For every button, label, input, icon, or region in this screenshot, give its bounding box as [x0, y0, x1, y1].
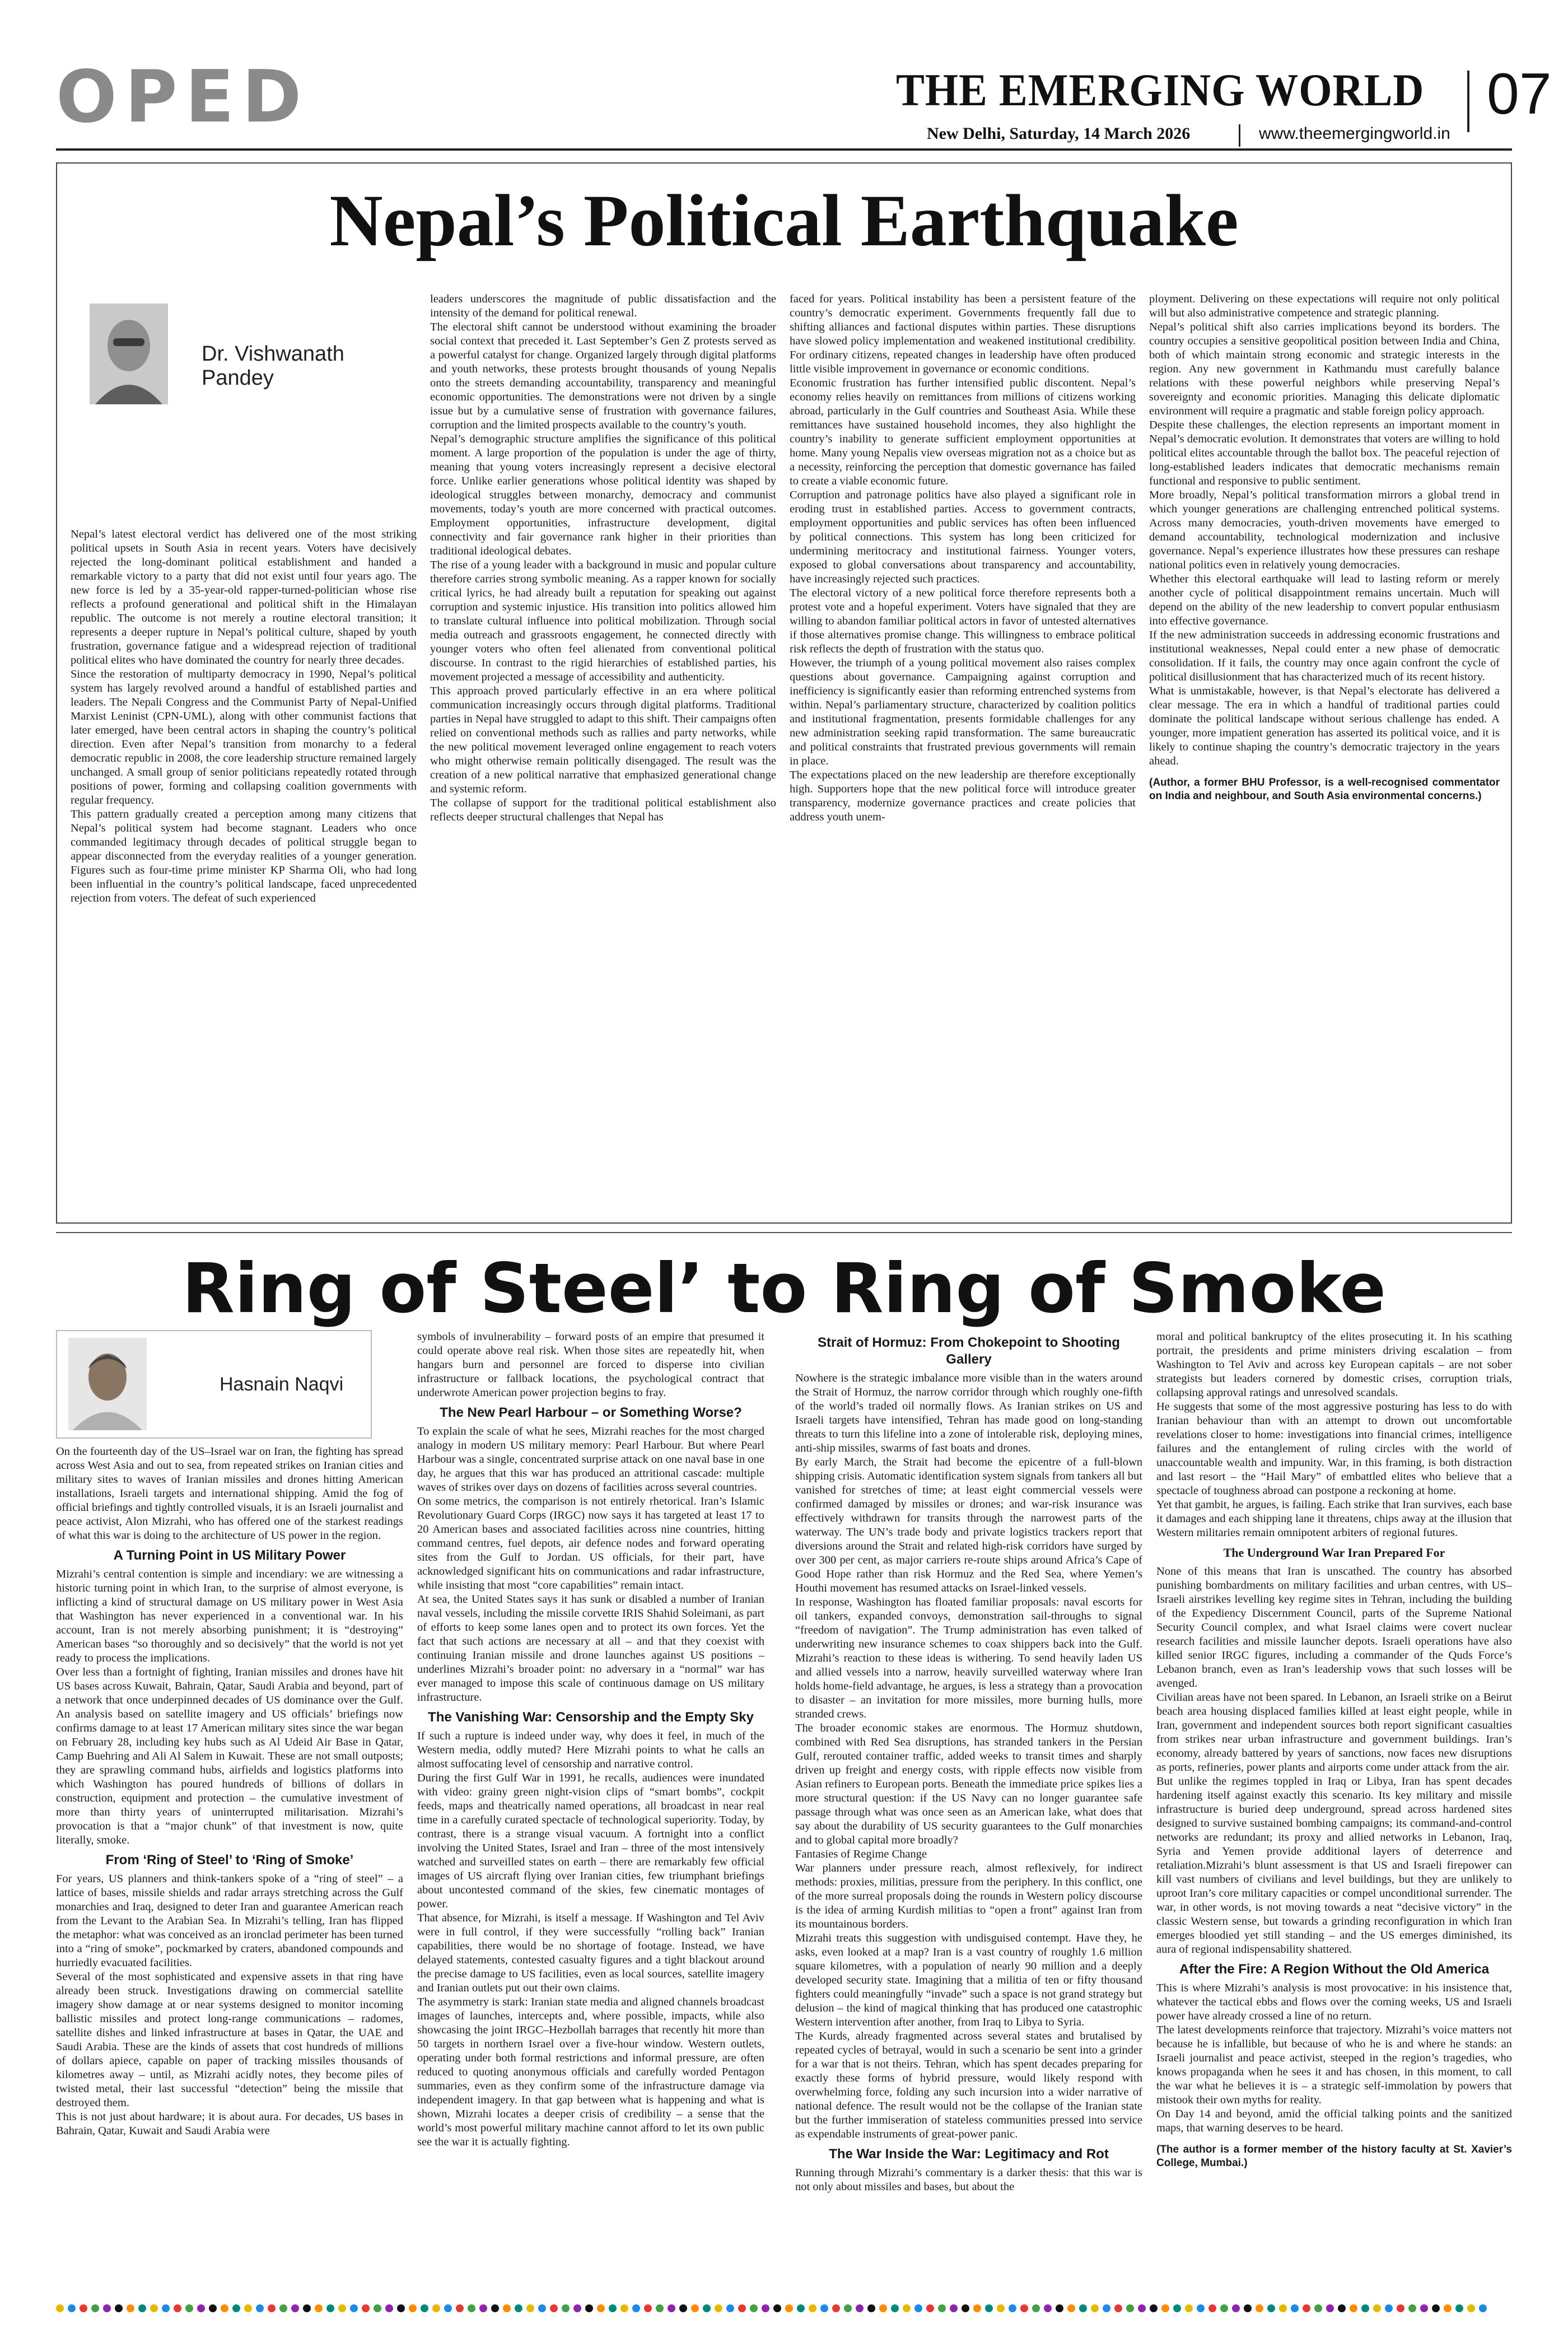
decorative-dot [1079, 2304, 1087, 2312]
section-divider [56, 1232, 1512, 1233]
paragraph: Whether this electoral earthquake will lead to lasting reform or merely another cycle of political disappointment remains uncertain. Much will depend on the ability of the new leadership to convert popular enthusiasm into effective governance. [1149, 573, 1500, 627]
decorative-dot [973, 2304, 981, 2312]
subheading: Strait of Hormuz: From Chokepoint to Shooting Gallery [818, 1335, 1120, 1367]
decorative-dot [914, 2304, 922, 2312]
decorative-dot [138, 2304, 146, 2312]
decorative-dot [385, 2304, 393, 2312]
decorative-dot [1197, 2304, 1205, 2312]
decorative-dot [926, 2304, 934, 2312]
decorative-dot [809, 2304, 816, 2312]
decorative-dot [468, 2304, 475, 2312]
decorative-dot [715, 2304, 722, 2312]
decorative-dot [1185, 2304, 1193, 2312]
subheading: The Underground War Iran Prepared For [1223, 1546, 1445, 1560]
paragraph: The Kurds, already fragmented across several states and brutalised by repeated cycles of betrayal, would in such a scenario be sent into a grinder for a war that is not theirs. Tehran, which has spent decades preparing for exactly these forms of hybrid pressure, would likely respond with overwhelming force, folding any such incursion into a wider narrative of national defence. The result would not be the collapse of the Iranian state but the further immiseration of stateless communities pressed into service as expendable instruments of great-power panic. [795, 2030, 1142, 2140]
subheading: The War Inside the War: Legitimacy and Rot [829, 2146, 1109, 2162]
decorative-dot [1044, 2304, 1052, 2312]
decorative-dot [1432, 2304, 1440, 2312]
paragraph: By early March, the Strait had become the epicentre of a full-blown shipping crisis. Automatic identification system signals from tankers all but vanished for stretches of time; at least eight commercial vessels were confirmed damaged by missiles or drones; and war-risk insurance was effectively withdrawn for transits through the narrowest parts of the waterway. The UN’s trade body and private logistics trackers report that diversions around the Strait and related high-risk corridors have surged by over 300 per cent, as major carriers re-route ships around Africa’s Cape of Good Hope rather than risk Hormuz and the Red Sea, where Yemen’s Houthi movement has resumed attacks on Israel-linked vessels. [795, 1456, 1142, 1594]
decorative-dot [515, 2304, 522, 2312]
paragraph: More broadly, Nepal’s political transformation mirrors a global trend in which younger generations are challenging entrenched political systems. Across many democracies, youth-driven movements have emerged to demand accountability, technological modernization and inclusive governance. Nepal’s experience illustrates how these pressures can reshape national politics even in relatively young democracies. [1149, 489, 1500, 571]
author-note: (Author, a former BHU Professor, is a well-recognised commentator on India and neighbour, and South Asia environmental concerns.) [1149, 777, 1500, 802]
paragraph: The asymmetry is stark: Iranian state media and aligned channels broadcast images of launches, intercepts and, where possible, impacts, while also showcasing the joint IRGC–Hezbollah barrages that recently hit more than 50 targets in northern Israel over a five-hour window. Western outlets, operating under both formal restrictions and informal pressure, are often reduced to quoting anonymous officials and carefully worded Pentagon summaries, even as they confirm some of the infrastructure damage via independent imagery. In that gap between what is happening and what is shown, Mizrahi locates a deeper crisis of credibility – a sense that the world’s most powerful military machine cannot afford to let its own public see the war it is actually fighting. [417, 1996, 764, 2148]
decorative-dot [1138, 2304, 1146, 2312]
newspaper-name: THE EMERGING WORLD [896, 64, 1425, 115]
decorative-dot [503, 2304, 511, 2312]
decorative-dot [244, 2304, 252, 2312]
paragraph: The rise of a young leader with a background in music and popular culture therefore carries strong symbolic meaning. As a rapper known for socially critical lyrics, he had already built a reputation for speaking out against corruption and systemic injustice. His transition into politics allowed him to translate cultural influence into political mobilization. Through social media outreach and grassroots engagement, he connected directly with younger voters who often feel alienated from conventional political discourse. In contrast to the rigid hierarchies of established parties, his movement projected a message of accessibility and authenticity. [430, 559, 776, 683]
paragraph: Despite these challenges, the election represents an important moment in Nepal’s democratic evolution. It demonstrates that voters are willing to hold political elites accountable through the ballot box. The peaceful rejection of long-established leaders indicates that democratic mechanisms remain functional and responsive to public sentiment. [1149, 419, 1500, 487]
decorative-dot [315, 2304, 323, 2312]
decorative-dot [91, 2304, 99, 2312]
paragraph: The expectations placed on the new leadership are therefore exceptionally high. Supporters hope that the new political force will introduce greater transparency, modernize governance practices and create policies that address youth unem- [790, 769, 1136, 823]
decorative-dot [1103, 2304, 1110, 2312]
paragraph: ployment. Delivering on these expectations will require not only political will but also administrative competence and strategic planning. [1149, 293, 1500, 319]
paragraph: Corruption and patronage politics have also played a significant role in eroding trust in established parties. Access to government contracts, employment opportunities and public services has often been influenced by political connections. This system has long been criticized for undermining meritocracy and institutional fairness. Younger voters, exposed to global conversations about transparency and accountability, have increasingly rejected such practices. [790, 489, 1136, 585]
decorative-dot [1455, 2304, 1463, 2312]
author-byline-2 [56, 1330, 372, 1439]
decorative-dot [350, 2304, 358, 2312]
paragraph: On Day 14 and beyond, amid the official talking points and the sanitized maps, that warning deserves to be heard. [1156, 2108, 1512, 2134]
paragraph: leaders underscores the magnitude of public dissatisfaction and the intensity of the demand for political renewal. [430, 293, 776, 319]
decorative-dot [1161, 2304, 1169, 2312]
decorative-dot [232, 2304, 240, 2312]
decorative-dot [1232, 2304, 1240, 2312]
paragraph: Nowhere is the strategic imbalance more visible than in the waters around the Strait of Hormuz, the narrow corridor through which roughly one-fifth of the world’s traded oil normally flows. As Iranian strikes on US and Israeli targets have intensified, Tehran has made good on long-standing threats to turn this lifeline into a zone of intolerable risk, deploying mines, anti-ship missiles, swarms of fast boats and drones. [795, 1372, 1142, 1454]
decorative-dot [738, 2304, 746, 2312]
subheading: From ‘Ring of Steel’ to ‘Ring of Smoke’ [105, 1852, 354, 1868]
decorative-dot [1467, 2304, 1475, 2312]
paragraph: To explain the scale of what he sees, Mizrahi reaches for the most charged analogy in modern US military memory: Pearl Harbour. But where Pearl Harbour was a single, concentrated surprise attack on one naval base in one day, he argues that this war has produced an attritional cascade: multiple waves of strikes over days on dozens of facilities across several countries. [417, 1425, 764, 1494]
decorative-dot [1420, 2304, 1428, 2312]
subheading: A Turning Point in US Military Power [113, 1548, 346, 1563]
decorative-dot [362, 2304, 370, 2312]
decorative-dot [867, 2304, 875, 2312]
section-label: OPED [56, 55, 310, 139]
subheading: The Vanishing War: Censorship and the Empty Sky [428, 1710, 754, 1725]
paragraph: faced for years. Political instability has been a persistent feature of the country’s democratic experiment. Governments frequently fall due to shifting alliances and factional disputes within parties. These disruptions have slowed policy implementation and weakened institutional credibility. For ordinary citizens, repeated changes in leadership have often produced little visible improvement in governance or economic conditions. [790, 293, 1136, 375]
dateline-separator [1239, 124, 1240, 147]
decorative-dot [185, 2304, 193, 2312]
paragraph: This is where Mizrahi’s analysis is most provocative: in his insistence that, whatever the tactical ebbs and flows over the coming weeks, US and Israeli power have already crossed a line of no return. [1156, 1982, 1512, 2022]
decorative-dot [56, 2304, 64, 2312]
header-rule [56, 148, 1512, 151]
decorative-dot [703, 2304, 711, 2312]
paragraph: In response, Washington has floated familiar proposals: naval escorts for oil tankers, expanded convoys, demonstration sail-throughs to signal “freedom of navigation”. The Trump administration has even talked of underwriting new insurance schemes to coax shippers back into the Gulf. Mizrahi’s reaction to these ideas is withering. To send heavily laden US and allied vessels into a narrow, heavily surveilled waterway where Iran holds home-field advantage, he argues, is less a strategy than a provocation to disaster – an invitation for more missiles, more burning hulls, more stranded crews. [795, 1596, 1142, 1720]
decorative-dot [526, 2304, 534, 2312]
article2-column-2 [417, 1330, 764, 2149]
article-column-3 [790, 292, 1136, 824]
decorative-dot [550, 2304, 558, 2312]
decorative-dot [656, 2304, 664, 2312]
paragraph: The electoral shift cannot be understood without examining the broader social context that preceded it. Last September’s Gen Z protests served as a powerful catalyst for change. Organized largely through digital platforms and youth networks, these protests brought thousands of young Nepalis onto the streets demanding accountability, transparency and meaningful economic opportunities. The demonstrations were not driven by a single issue but by a cumulative sense of frustration with governance failures, corruption and the limited prospects available to the country’s youth. [430, 321, 776, 431]
masthead [56, 55, 1552, 143]
paragraph: During the first Gulf War in 1991, he recalls, audiences were inundated with video: grainy green night-vision clips of “smart bombs”, cockpit feeds, maps and theatrically named operations, all broadcast in near real time in a carefully curated spectacle of technological superiority. Today, by contrast, there is a strange visual vacuum. A fortnight into a conflict involving the United States, Israel and Iran – three of the most intensively watched and surveilled states on earth – there are remarkably few official images of US aircraft flying over Iranian cities, few triumphant briefings about uncontested command of the skies, few cinematic montages of power. [417, 1772, 764, 1910]
decorative-dot [1150, 2304, 1158, 2312]
paragraph: War planners under pressure reach, almost reflexively, for indirect methods: proxies, militias, pressure from the periphery. In this conflict, one of the more surreal proposals doing the rounds in Western policy discourse is the idea of arming Kurdish militias to “open a front” against Iran from its mountainous borders. [795, 1862, 1142, 1930]
paragraph: What is unmistakable, however, is that Nepal’s electorate has delivered a clear message. The era in which a handful of traditional parties could dominate the political landscape without serious challenge has ended. A younger, more impatient generation has asserted its political voice, and it is likely to continue shaping the country’s democratic trajectory in the years ahead. [1149, 685, 1500, 767]
decorative-dot [1173, 2304, 1181, 2312]
paragraph: This pattern gradually created a perception among many citizens that Nepal’s political system had become stagnant. Leaders who once commanded legitimacy through decades of political struggle began to appear disconnected from the everyday realities of a younger generation. Figures such as four-time prime minister KP Sharma Oli, who had long been influential in the country’s political landscape, faced unprecedented rejection from voters. The defeat of such experienced [71, 808, 417, 904]
decorative-dot [1397, 2304, 1404, 2312]
decorative-dot [832, 2304, 840, 2312]
decorative-dot [985, 2304, 993, 2312]
decorative-dot [962, 2304, 969, 2312]
paragraph: The latest developments reinforce that trajectory. Mizrahi’s voice matters not because he is infallible, but because of who he is and where he stands: an Israeli journalist and peace activist, steeped in the region’s tragedies, who knows propaganda when he sees it and has chosen, in this moment, to call the war what he believes it is – a strategic self-immolation by powers that mistook their own myths for reality. [1156, 2024, 1512, 2106]
author-portrait-icon [68, 1338, 147, 1430]
article-column-4 [1149, 292, 1500, 803]
subheading: The New Pearl Harbour – or Something Worse? [440, 1405, 742, 1420]
decorative-dot [456, 2304, 464, 2312]
paragraph: Several of the most sophisticated and expensive assets in that ring have already been struck. Investigations drawing on commercial satellite imagery show damage at or near systems designed to monitor incoming ballistic missiles and protect long-range communications – radomes, satellite dishes and linked infrastructure at bases in Qatar, the UAE and Saudi Arabia. These are the kinds of assets that cost hundreds of millions of dollars apiece, capable on paper of tracking missiles thousands of kilometres away – until, as Mizrahi acidly notes, they become piles of twisted metal, their last successful “detection” being the missile that destroyed them. [56, 1971, 403, 2109]
decorative-dot [197, 2304, 205, 2312]
decorative-dot [1032, 2304, 1040, 2312]
decorative-dot [303, 2304, 311, 2312]
decorative-dot [256, 2304, 264, 2312]
decorative-dot [150, 2304, 158, 2312]
decorative-dot [1244, 2304, 1252, 2312]
decorative-dot [762, 2304, 769, 2312]
article-column-2 [430, 292, 776, 824]
decorative-dot [879, 2304, 887, 2312]
decorative-dot [374, 2304, 381, 2312]
decorative-dot [844, 2304, 852, 2312]
paragraph: That absence, for Mizrahi, is itself a message. If Washington and Tel Aviv were in full control, if they were successfully “rolling back” Iranian capabilities, there would be no shortage of footage. Instead, we have delayed statements, contested casualty figures and a tight blackout around the precise damage to US facilities, even as local sources, satellite imagery and Iranian outlets put out their own claims. [417, 1912, 764, 1994]
decorative-dot [1314, 2304, 1322, 2312]
decorative-dot [1267, 2304, 1275, 2312]
decorative-dot [938, 2304, 946, 2312]
decorative-dot [1009, 2304, 1016, 2312]
decorative-dot [891, 2304, 899, 2312]
decorative-dot [1091, 2304, 1099, 2312]
decorative-dot [1444, 2304, 1452, 2312]
decorative-dot [950, 2304, 958, 2312]
decorative-dot [785, 2304, 793, 2312]
dateline: New Delhi, Saturday, 14 March 2026 [927, 124, 1191, 143]
paragraph: But unlike the regimes toppled in Iraq or Libya, Iran has spent decades hardening itself against exactly this scenario. Its key military and missile infrastructure is buried deep underground, spread across hardened sites designed to survive sustained bombing campaigns; its command-and-control networks are redundant; its proxy and allied networks in Lebanon, Iraq, Syria and Yemen provide additional layers of deterrence and retaliation.Mizrahi’s blunt assessment is that US and Israeli firepower can kill vast numbers of civilians and level buildings, but they are unlikely to uproot Iran’s core military capacities or compel unconditional surrender. The war, in other words, is not moving towards a neat “decisive victory” in the classic Western sense, but towards a grinding reconfiguration in which Iran emerges bloodied yet still standing – and the US emerges diminished, its aura of regional indispensability shattered. [1156, 1775, 1512, 1956]
decorative-dot [691, 2304, 699, 2312]
paragraph: None of this means that Iran is unscathed. The country has absorbed punishing bombardments on military facilities and urban centres, with US–Israeli airstrikes levelling key regime sites in Tehran, including the building of the Expediency Discernment Council, parts of the Supreme National Security Council complex, and what Israel claims were covert nuclear research facilities and missile launcher depots. Israeli operations have also killed senior IRGC figures, including a commander of the Quds Force’s Lebanon branch, even as Iran’s leadership vows that such losses will be avenged. [1156, 1565, 1512, 1690]
subheading: After the Fire: A Region Without the Old America [1179, 1962, 1490, 1977]
paragraph: At sea, the United States says it has sunk or disabled a number of Iranian naval vessels, including the missile corvette IRIS Shahid Soleimani, as part of efforts to keep some lanes open and to protect its own forces. Yet the fact that such actions are necessary at all – and that they coexist with continuing Iranian missile and drone launches against US positions – underlines Mizrahi’s broader point: no adversary in a “normal” war has ever managed to impose this scale of continuous damage on US military infrastructure. [417, 1593, 764, 1704]
decorative-dot [1208, 2304, 1216, 2312]
decorative-dot [668, 2304, 675, 2312]
decorative-dot [856, 2304, 864, 2312]
paragraph: Nepal’s latest electoral verdict has delivered one of the most striking political upsets in South Asia in recent years. Voters have decisively rejected the long-dominant political establishment and handed a remarkable victory to a party that did not exist until four years ago. The new force is led by a 35-year-old rapper-turned-politician whose rise reflects a profound generational and political shift in the Himalayan republic. The outcome is not merely a routine electoral transition; it represents a deeper rupture in Nepal’s political culture, shaped by youth frustration, governance fatigue and a widespread rejection of traditional political elites who have dominated the country for nearly three decades. [71, 528, 417, 666]
decorative-dot [279, 2304, 287, 2312]
decorative-dot [479, 2304, 487, 2312]
decorative-dot [679, 2304, 687, 2312]
paragraph: Mizrahi treats this suggestion with undisguised contempt. Have they, he asks, even looked at a map? Iran is a vast country of roughly 1.6 million square kilometres, with a population of nearly 90 million and a deeply developed security state. Imagining that a militia of ten or fifty thousand fighters could meaningfully “invade” such a space is not grand strategy but delusion – the kind of magical thinking that has produced one catastrophic Western intervention after another, from Iraq to Libya to Syria. [795, 1932, 1142, 2028]
footer-dot-rule [56, 2304, 1512, 2314]
paragraph: Mizrahi’s central contention is simple and incendiary: we are witnessing a historic turning point in which Iran, to the surprise of almost everyone, is inflicting a kind of structural damage on US military power in West Asia that Washington has never experienced in a conventional war. In his account, Iran is not merely absorbing punishment; it is “destroying” American bases “so thoroughly and so decisively” that the world is not yet ready to process the implications. [56, 1568, 403, 1664]
decorative-dot [162, 2304, 170, 2312]
author-name: Dr. Vishwanath Pandey [202, 342, 344, 390]
decorative-dot [797, 2304, 805, 2312]
decorative-dot [644, 2304, 652, 2312]
decorative-dot [115, 2304, 123, 2312]
decorative-dot [597, 2304, 605, 2312]
decorative-dot [1361, 2304, 1369, 2312]
decorative-dot [750, 2304, 758, 2312]
decorative-dot [538, 2304, 546, 2312]
article-title-ring-of-smoke: Ring of Steel’ to Ring of Smoke [182, 1249, 1386, 1328]
paragraph: If such a rupture is indeed under way, why does it feel, in much of the Western media, oddly muted? Here Mizrahi points to what he calls an almost suffocating level of censorship and narrative control. [417, 1730, 764, 1770]
decorative-dot [338, 2304, 346, 2312]
decorative-dot [1256, 2304, 1263, 2312]
decorative-dot [820, 2304, 828, 2312]
decorative-dot [1056, 2304, 1063, 2312]
paragraph: Economic frustration has further intensified public discontent. Nepal’s economy relies heavily on remittances from millions of citizens working abroad, particularly in the Gulf countries and Southeast Asia. While these remittances have sustained household incomes, they also highlight the country’s inability to generate sufficient employment opportunities at home. Many young Nepalis view overseas migration not as a choice but as a necessity, reinforcing the perception that domestic governance has failed to create a viable economic future. [790, 377, 1136, 487]
decorative-dot [1385, 2304, 1393, 2312]
decorative-dot [409, 2304, 417, 2312]
decorative-dot [103, 2304, 111, 2312]
decorative-dot [1291, 2304, 1299, 2312]
paragraph: For years, US planners and think-tankers spoke of a “ring of steel” – a lattice of bases, missile shields and radar arrays stretching across the Gulf monarchies and Iraq, designed to deter Iran and guarantee American reach from the Levant to the Arabian Sea. In Mizrahi’s telling, Iran has flipped the metaphor: what was conceived as an ironclad perimeter has been turned into a “ring of smoke”, pockmarked by craters, abandoned compounds and hurriedly evacuated facilities. [56, 1873, 403, 1969]
paragraph: On the fourteenth day of the US–Israel war on Iran, the fighting has spread across West Asia and out to sea, from repeated strikes on Iranian cities and military sites to waves of Iranian missiles and drones hitting American installations, Israeli targets and international shipping. Amid the fog of official briefings and tightly controlled visuals, it is an Israeli journalist and peace activist, Alon Mizrahi, who has offered one of the starkest readings of what this war is doing to the architecture of US power in the region. [56, 1445, 403, 1542]
decorative-dot [491, 2304, 499, 2312]
decorative-dot [444, 2304, 452, 2312]
paragraph: However, the triumph of a young political movement also raises complex questions about governance. Campaigning against corruption and inefficiency is significantly easier than reforming entrenched systems from within. Nepal’s parliamentary structure, characterized by coalition politics and institutional fragmentation, presents formidable challenges for any new administration seeking rapid transformation. The same bureaucratic and political constraints that frustrated previous governments will remain in place. [790, 657, 1136, 767]
decorative-dot [209, 2304, 217, 2312]
paragraph: Nepal’s political shift also carries implications beyond its borders. The country occupies a sensitive geopolitical position between India and China, both of which maintain strong economic and strategic interests in the region. Any new government in Kathmandu must carefully balance relations with these powerful neighbors while preserving Nepal’s sovereignty and economic priorities. Managing this delicate diplomatic environment will require a pragmatic and stable foreign policy approach. [1149, 321, 1500, 417]
decorative-dot [291, 2304, 299, 2312]
paragraph: The broader economic stakes are enormous. The Hormuz shutdown, combined with Red Sea disruptions, has stranded tankers in the Persian Gulf, rerouted container traffic, added weeks to transit times and sharply driven up freight and energy costs, with ripple effects now visible from Asian refiners to European ports. Beneath the immediate price spikes lies a more structural question: if the US Navy can no longer guarantee safe passage through what was once seen as an American lake, what does that say about the durability of US security guarantees to the Gulf monarchies and to global capital more broadly? [795, 1722, 1142, 1846]
decorative-dot [1020, 2304, 1028, 2312]
paragraph: The electoral victory of a new political force therefore represents both a protest vote and a hopeful experiment. Voters have signaled that they are willing to abandon familiar political actors in favor of untested alternatives if those alternatives promise change. This willingness to embrace political risk reflects the depth of frustration with the status quo. [790, 587, 1136, 655]
author-portrait-icon [90, 304, 168, 404]
author-name: Hasnain Naqvi [220, 1374, 344, 1395]
article-title: Nepal’s Political Earthquake [329, 179, 1239, 262]
author-photo-2 [68, 1338, 147, 1430]
decorative-dot [80, 2304, 87, 2312]
decorative-dot [903, 2304, 911, 2312]
paragraph: He suggests that some of the most aggressive posturing has less to do with Iranian behaviour than with an attempt to drown out uncomfortable revelations closer to home: investigations into financial crimes, intelligence failures and the entanglement of ruling circles with the world of unaccountable wealth and impunity. War, in this framing, is both distraction and last resort – the “Hail Mary” of embattled elites who believe that a spectacle of toughness abroad can postpone a reckoning at home. [1156, 1401, 1512, 1497]
article2-column-1 [56, 1445, 403, 2138]
decorative-dot [127, 2304, 134, 2312]
decorative-dot [1408, 2304, 1416, 2312]
decorative-dot [326, 2304, 334, 2312]
decorative-dot [1373, 2304, 1381, 2312]
decorative-dot [1303, 2304, 1310, 2312]
author-photo [90, 304, 168, 404]
decorative-dot [1114, 2304, 1122, 2312]
decorative-dot [562, 2304, 570, 2312]
paragraph: This approach proved particularly effective in an era where political communication increasingly occurs through digital platforms. Traditional parties in Nepal have struggled to adapt to this shift. Their campaigns often relied on conventional methods such as rallies and party networks, while the new political movement leveraged online engagement to reach voters who might otherwise remain politically disengaged. The result was the creation of a new political narrative that emphasized generational change and systemic reform. [430, 685, 776, 795]
paragraph: This is not just about hardware; it is about aura. For decades, US bases in Bahrain, Qatar, Kuwait and Saudi Arabia were [56, 2111, 403, 2137]
article-column-1 [71, 528, 417, 906]
decorative-dot [432, 2304, 440, 2312]
paragraph: Civilian areas have not been spared. In Lebanon, an Israeli strike on a Beirut beach area housing displaced families killed at least eight people, while in Iran, government and independent sources both report significant casualties from strikes near urban infrastructure and government buildings. Iran’s economy, already battered by years of sanctions, now faces new disruptions as ports, refineries, power plants and airports come under attack from the air. [1156, 1691, 1512, 1774]
decorative-dot [773, 2304, 781, 2312]
decorative-dot [585, 2304, 593, 2312]
paragraph: Running through Mizrahi’s commentary is a darker thesis: that this war is not only about missiles and bases, but about the [795, 2167, 1142, 2193]
paragraph: Nepal’s demographic structure amplifies the significance of this political moment. A large proportion of the population is under the age of thirty, meaning that young voters increasingly represent a decisive electoral force. Unlike earlier generations whose political identity was shaped by ideological struggles between monarchy, democracy and communist movements, today’s youth are more concerned with practical outcomes. Employment opportunities, infrastructure development, digital connectivity and fair governance rank higher in their priorities than traditional ideological debates. [430, 433, 776, 557]
decorative-dot [726, 2304, 734, 2312]
decorative-dot [632, 2304, 640, 2312]
paragraph: On some metrics, the comparison is not entirely rhetorical. Iran’s Islamic Revolutionary Guard Corps (IRGC) now says it has targeted at least 17 to 20 American bases and associated facilities across nine countries, hitting command centres, fuel depots, air defence nodes and forward operating sites from the Gulf to Jordan. US officials, for their part, have acknowledged significant hits on communications and radar infrastructure, while insisting that most “core capabilities” remain intact. [417, 1495, 764, 1592]
article2-column-3 [795, 1330, 1142, 2194]
page-number: 07 [1487, 62, 1552, 127]
paragraph: Since the restoration of multiparty democracy in 1990, Nepal’s political system has largely revolved around a handful of established parties and leaders. The Nepali Congress and the Communist Party of Nepal-Unified Marxist Leninist (CPN-UML), along with other communist factions that later emerged, have been central actors in shaping the country’s political direction. Even after Nepal’s transition from monarchy to a federal democratic republic in 2008, the core leadership structure remained largely unchanged. A small group of senior politicians repeatedly rotated through positions of power, forming and collapsing coalition governments with regular frequency. [71, 668, 417, 806]
paragraph: symbols of invulnerability – forward posts of an empire that presumed it could operate above real risk. When those sites are repeatedly hit, when hangars burn and personnel are forced to disperse into civilian infrastructure or fallback locations, the psychological contract that underwrote American power projection begins to fray. [417, 1331, 764, 1399]
decorative-dot [174, 2304, 181, 2312]
paragraph: Over less than a fortnight of fighting, Iranian missiles and drones have hit US bases across Kuwait, Bahrain, Qatar, Saudi Arabia and beyond, part of a network that once underpinned decades of US dominance over the Gulf. An analysis based on satellite imagery and US officials’ briefings now confirms damage to at least 17 American military sites since the war began on February 28, including key hubs such as Al Udeid Air Base in Qatar, Camp Buehring and Ali Al Salem in Kuwait. These are not small outposts; they are sprawling command hubs, airfields and logistics platforms into which Washington has poured hundreds of billions of dollars in construction, equipment and protection – the cumulative investment of more than thirty years of uninterrupted militarisation. Mizrahi’s provocation is that a “major chunk” of that investment is now, quite literally, smoke. [56, 1666, 403, 1846]
decorative-dot [609, 2304, 617, 2312]
decorative-dot [1279, 2304, 1287, 2312]
article2-column-4 [1156, 1330, 1512, 2170]
author-note: (The author is a former member of the history faculty at St. Xavier’s College, Mumbai.) [1156, 2144, 1512, 2169]
decorative-dot [1220, 2304, 1228, 2312]
decorative-dot [1350, 2304, 1357, 2312]
website-link[interactable]: www.theemergingworld.in [1259, 124, 1450, 143]
paragraph: moral and political bankruptcy of the elites prosecuting it. In his scathing portrait, the presidents and prime ministers driving escalation – from Washington to Tel Aviv and across key European capitals – are not sober strategists but leaders cornered by domestic crises, corruption trials, collapsing approval ratings and unresolved scandals. [1156, 1331, 1512, 1399]
decorative-dot [1326, 2304, 1334, 2312]
decorative-dot [1338, 2304, 1346, 2312]
decorative-dot [397, 2304, 405, 2312]
page-number-separator [1467, 71, 1469, 132]
article-nepal [56, 162, 1512, 1224]
decorative-dot [573, 2304, 581, 2312]
decorative-dot [1126, 2304, 1134, 2312]
decorative-dot [421, 2304, 428, 2312]
paragraph: Fantasies of Regime Change [795, 1848, 927, 1860]
decorative-dot [620, 2304, 628, 2312]
paragraph: If the new administration succeeds in addressing economic frustrations and institutional weaknesses, Nepal could enter a new phase of democratic consolidation. If it fails, the country may once again confront the cycle of political disillusionment that has characterized much of its recent history. [1149, 629, 1500, 683]
decorative-dot [1067, 2304, 1075, 2312]
author-byline [80, 295, 416, 407]
decorative-dot [221, 2304, 228, 2312]
paragraph: The collapse of support for the traditional political establishment also reflects deeper structural challenges that Nepal has [430, 797, 776, 823]
decorative-dot [268, 2304, 276, 2312]
decorative-dot [1479, 2304, 1487, 2312]
decorative-dot [68, 2304, 76, 2312]
decorative-dot [997, 2304, 1005, 2312]
paragraph: Yet that gambit, he argues, is failing. Each strike that Iran survives, each base it damages and each shipping lane it threatens, chips away at the illusion that Western militaries remain omnipotent arbiters of regional futures. [1156, 1499, 1512, 1539]
